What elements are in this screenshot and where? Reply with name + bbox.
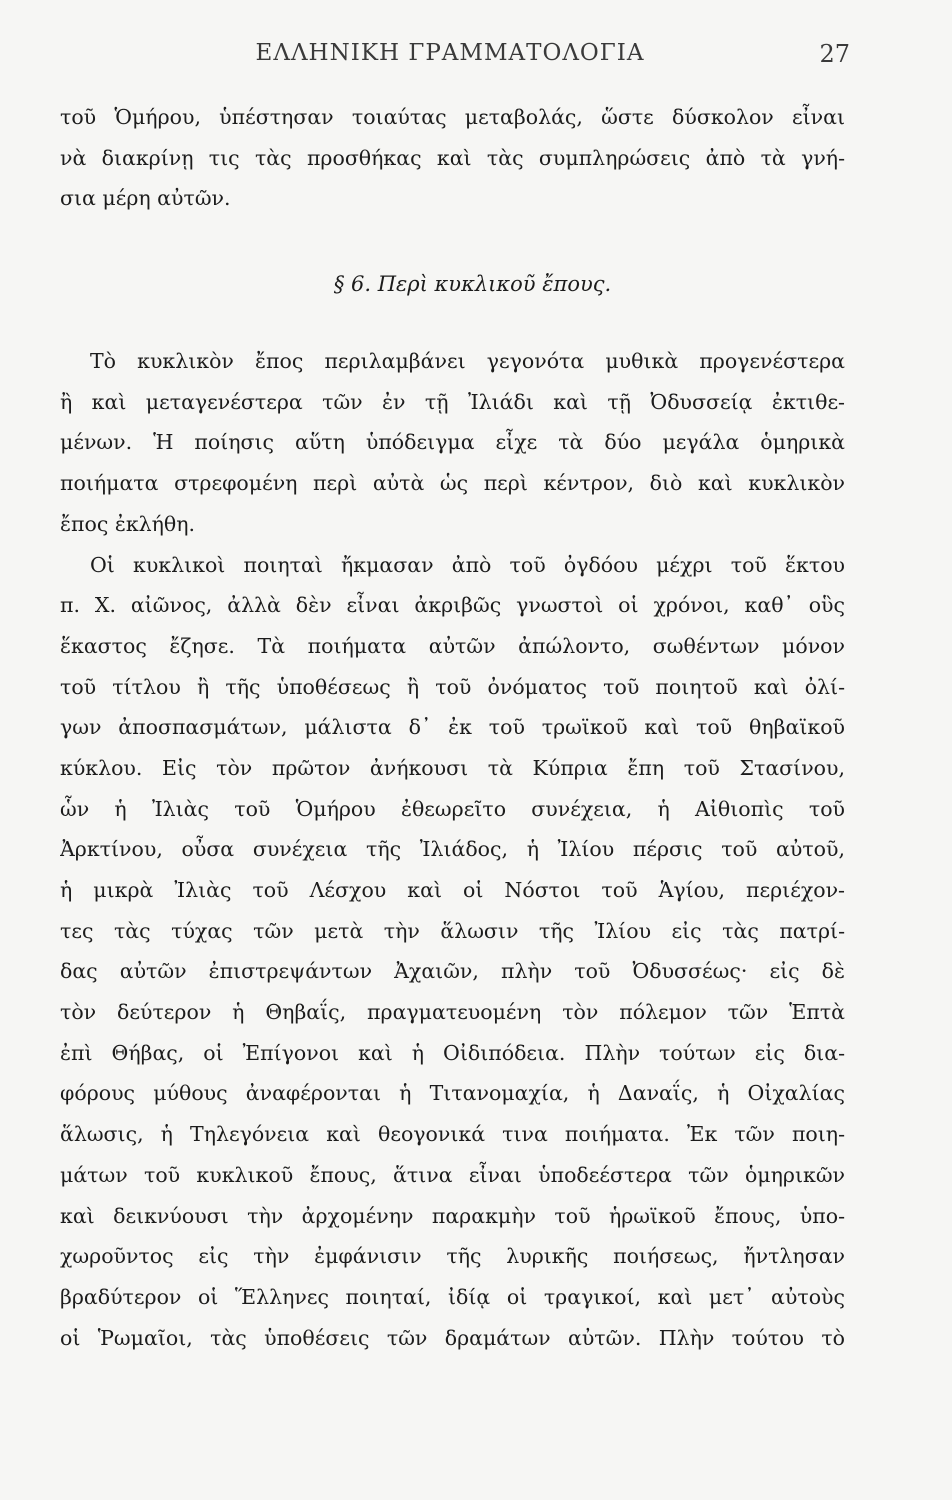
- page-number: 27: [819, 40, 850, 68]
- text-line: ἅλωσις, ἡ Τηλεγόνεια καὶ θεογονικά τινα ποιήματα. Ἐκ τῶν ποιη-: [60, 1122, 845, 1147]
- text-line: μάτων τοῦ κυκλικοῦ ἔπους, ἅτινα εἶναι ὑποδεέστερα τῶν ὁμηρικῶν: [60, 1162, 845, 1187]
- text-line: τοῦ τίτλου ἢ τῆς ὑποθέσεως ἢ τοῦ ὀνόματος τοῦ ποιητοῦ καὶ ὀλί-: [60, 674, 845, 699]
- text-line: νὰ διακρίνῃ τις τὰς προσθήκας καὶ τὰς συμπληρώσεις ἀπὸ τὰ γνή-: [60, 145, 845, 170]
- text-line: φόρους μύθους ἀναφέρονται ἡ Τιτανομαχία, ἡ Δαναΐς, ἡ Οἰχαλίας: [60, 1081, 845, 1106]
- running-header: [60, 40, 850, 80]
- text-line: Τὸ κυκλικὸν ἔπος περιλαμβάνει γεγονότα μυθικὰ προγενέστερα: [90, 349, 845, 374]
- text-line: τες τὰς τύχας τῶν μετὰ τὴν ἅλωσιν τῆς Ἰλίου εἰς τὰς πατρί-: [60, 918, 845, 943]
- text-line: οἱ Ῥωμαῖοι, τὰς ὑποθέσεις τῶν δραμάτων αὐτῶν. Πλὴν τούτου τὸ: [60, 1325, 845, 1350]
- text-line: δας αὐτῶν ἐπιστρεψάντων Ἀχαιῶν, πλὴν τοῦ Ὀδυσσέως· εἰς δὲ: [60, 959, 845, 984]
- paragraph-cyclic-epic-definition: [60, 341, 845, 544]
- text-line: Οἱ κυκλικοὶ ποιηταὶ ἤκμασαν ἀπὸ τοῦ ὀγδόου μέχρι τοῦ ἕκτου: [90, 552, 845, 577]
- text-line: τοῦ Ὁμήρου, ὑπέστησαν τοιαύτας μεταβολάς, ὥστε δύσκολον εἶναι: [60, 105, 845, 129]
- text-line: π. Χ. αἰῶνος, ἀλλὰ δὲν εἶναι ἀκριβῶς γνωστοὶ οἱ χρόνοι, καθ᾽ οὓς: [60, 593, 845, 618]
- paragraph-cyclic-poets: [60, 545, 845, 1359]
- text-line: ἐπὶ Θήβας, οἱ Ἐπίγονοι καὶ ἡ Οἰδιπόδεια. Πλὴν τούτων εἰς δια-: [60, 1040, 845, 1065]
- text-line: Ἀρκτίνου, οὖσα συνέχεια τῆς Ἰλιάδος, ἡ Ἰλίου πέρσις τοῦ αὐτοῦ,: [60, 837, 845, 862]
- text-line: μένων. Ἡ ποίησις αὕτη ὑπόδειγμα εἶχε τὰ δύο μεγάλα ὁμηρικὰ: [60, 430, 845, 455]
- text-line: γων ἀποσπασμάτων, μάλιστα δ᾽ ἐκ τοῦ τρωϊκοῦ καὶ τοῦ θηβαϊκοῦ: [60, 715, 845, 740]
- text-line: ἔπος ἐκλήθη.: [60, 511, 196, 536]
- text-line: ἕκαστος ἔζησε. Τὰ ποιήματα αὐτῶν ἀπώλοντο, σωθέντων μόνον: [60, 633, 845, 658]
- text-line: καὶ δεικνύουσι τὴν ἀρχομένην παρακμὴν τοῦ ἡρωϊκοῦ ἔπους, ὑπο-: [60, 1203, 845, 1228]
- text-line: βραδύτερον οἱ Ἕλληνες ποιηταί, ἰδίᾳ οἱ τραγικοί, καὶ μετ᾽ αὐτοὺς: [60, 1284, 845, 1309]
- text-line: ὧν ἡ Ἰλιὰς τοῦ Ὁμήρου ἐθεωρεῖτο συνέχεια, ἡ Αἰθιοπὶς τοῦ: [60, 796, 845, 821]
- text-line: τὸν δεύτερον ἡ Θηβαΐς, πραγματευομένη τὸν πόλεμον τῶν Ἑπτὰ: [60, 1000, 845, 1025]
- opening-paragraph: [60, 97, 845, 219]
- section-heading: § 6. Περὶ κυκλικοῦ ἔπους.: [333, 272, 612, 297]
- running-title: ΕΛΛΗΝΙΚΗ ΓΡΑΜΜΑΤΟΛΟΓΙΑ: [255, 40, 645, 66]
- text-line: ἢ καὶ μεταγενέστερα τῶν ἐν τῇ Ἰλιάδι καὶ τῇ Ὀδυσσείᾳ ἐκτιθε-: [60, 389, 845, 414]
- text-line: ἡ μικρὰ Ἰλιὰς τοῦ Λέσχου καὶ οἱ Νόστοι τοῦ Ἁγίου, περιέχον-: [60, 878, 845, 902]
- text-line: κύκλου. Εἰς τὸν πρῶτον ἀνήκουσι τὰ Κύπρια ἔπη τοῦ Στασίνου,: [60, 755, 845, 780]
- body-text: [60, 97, 845, 1358]
- text-line: σια μέρη αὐτῶν.: [60, 186, 231, 211]
- text-line: χωροῦντος εἰς τὴν ἐμφάνισιν τῆς λυρικῆς ποιήσεως, ἤντλησαν: [60, 1244, 845, 1269]
- text-line: ποιήματα στρεφομένη περὶ αὐτὰ ὡς περὶ κέντρον, διὸ καὶ κυκλικὸν: [60, 471, 845, 496]
